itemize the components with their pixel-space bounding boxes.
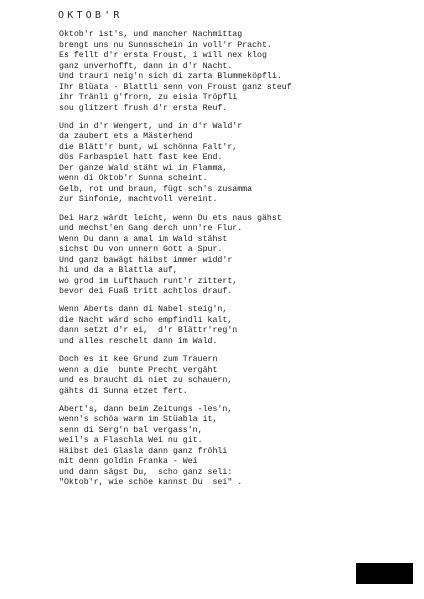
stanza-3 [59,214,292,298]
poem-line: "Oktob'r, wie schöe kannst Du sei" . [59,478,243,488]
poem-line: und mechst'en Gang derch unn're Flur. [59,224,243,234]
poem-line: ganz unverhofft, dann in d'r Nacht. [59,61,233,71]
poem-line: senn di Serg'n bal vergass'n, [59,425,203,435]
poem-line: und alles reschelt dann im Wald. [59,336,218,346]
poem-line: ihr Tränli g'frorn, zu eisia Tröpfli [59,93,238,102]
poem-line: Abert's, dann beim Zeitungs -les'n, [59,404,233,414]
poem-line: wenn a die bunte Precht vergäht [59,365,218,375]
stanza-6 [59,405,292,489]
poem-line: Und in d'r Wengert, und in d'r Wald'r [59,121,243,131]
poem-line: sou glitzert frush d'r ersta Reuf. [59,103,228,113]
stanza-1 [59,30,292,114]
poem-line: Es fellt d'r ersta Froust, i will nex klog [59,51,267,60]
poem-line: brengt uns nu Sunnsschein in voll'r Pracht. [59,40,272,50]
poem-line: Doch es it kee Grund zum Trauern [59,355,218,365]
poem-line: Und trauri neig'n sich di zarta Blummeköpfli. [59,72,282,81]
poem-line: Wenn Aberts dann di Nabel steig'n, [59,305,228,315]
poem-line: bevor dei Fuaß tritt achtlos drauf. [59,287,233,297]
poem-line: wenn's schöa warm im Stüabla it, [59,415,218,425]
poem-line: Oktob'r ist's, und mancher Nachmittag [59,30,243,39]
poem-body [59,30,292,497]
poem-line: Ihr Blüata - Blattli senn von Froust ganz steuf [59,82,292,92]
stanza-4 [59,305,292,347]
poem-line: gähts di Sunna etzet fert. [59,386,188,396]
poem-line: dös Farbaspiel hatt fast kee End. [59,153,223,163]
poem-line: die Blätt'r bunt, wi schönna Falt'r, [59,142,238,152]
stanza-2 [59,122,292,206]
poem-line: dann setzt d'r ei, d'r Blättr'reg'n [59,326,238,336]
poem-line: weil's a Flaschla Wei nu git. [59,436,203,446]
poem-line: die Nacht wärd scho empfindli kalt, [59,315,233,325]
poem-line: zur Sinfonie, machtvoll vereint. [59,195,218,205]
poem-line: und es braucht di niet zu schauern, [59,376,233,386]
poem-line: wo grod im Lufthauch runt'r zittert, [59,276,238,286]
poem-line: da zaubert ets a Mästerhend [59,132,193,142]
stanza-5 [59,355,292,397]
poem-line: Und ganz bawägt häibst immer widd'r [59,255,233,265]
redaction-block [356,563,413,584]
poem-line: mit denn goldin Franka - Wei [59,457,198,467]
poem-line: Häibst dei Glasla dann ganz fröhli [59,446,228,456]
poem-line: und dann sägst Du, scho ganz seli: [59,467,233,477]
poem-line: Wenn Du dann a amal im Wald stähst [59,234,228,244]
poem-line: hi und da a Blattla auf, [59,266,178,276]
poem-line: Dei Harz wärdt leicht, wenn Du ets naus gähst [59,213,282,223]
poem-line: Der ganze Wald stäht wi in Flamma, [59,163,228,173]
poem-line: wenn di Oktob'r Sunna scheint. [59,174,208,184]
poem-title: OKTOB'R [58,10,123,21]
poem-line: Gelb, rot und braun, fügt sch's zusamma [59,184,253,194]
poem-line: sichst Du von unnern Gott a Spur. [59,245,223,255]
